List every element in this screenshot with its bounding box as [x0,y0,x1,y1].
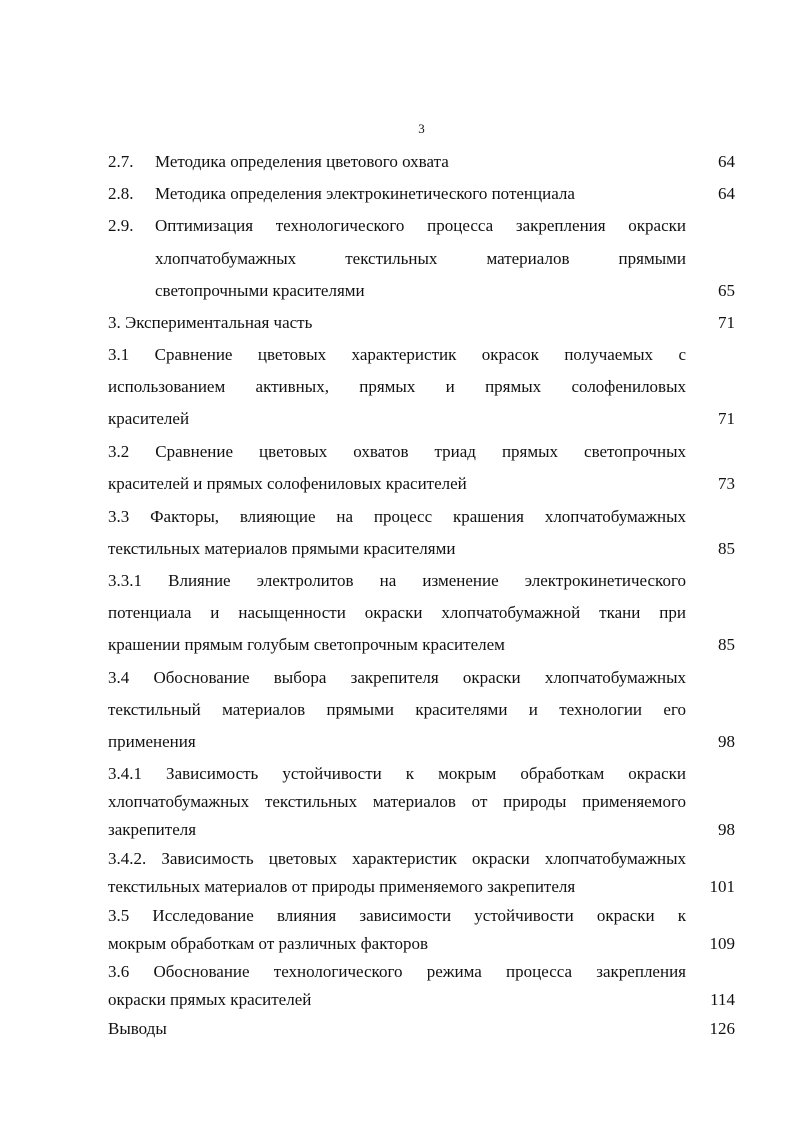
section-number: 2.8. [108,184,134,203]
section-number: 2.9. [108,216,134,235]
toc-line: 3. Экспериментальная часть [108,313,313,332]
page-ref: 73 [718,474,735,493]
page-ref: 126 [709,1019,735,1038]
section-number: 2.7. [108,152,134,171]
toc-line: использованием активных, прямых и прямых солофениловых [108,377,686,396]
toc-line: 3.6 Обоснование технологического режима процесса закрепления [108,962,686,981]
page-ref: 114 [710,990,735,1009]
page-ref: 98 [718,820,735,839]
toc-line: 3.4.1 Зависимость устойчивости к мокрым обработкам окраски [108,764,686,783]
page-number: 3 [418,121,425,136]
page-ref: 85 [718,539,735,558]
toc-line: 3.3.1 Влияние электролитов на изменение электрокинетического [108,571,686,590]
toc-line: красителей и прямых солофениловых красителей [108,474,467,493]
toc-line: применения [108,732,196,751]
toc-line: мокрым обработкам от различных факторов [108,934,428,953]
toc-line: 3.3 Факторы, влияющие на процесс крашения хлопчатобумажных [108,507,686,526]
page-ref: 98 [718,732,735,751]
section-title-cont: светопрочными красителями [155,281,365,300]
toc-line: 3.4 Обоснование выбора закрепителя окраски хлопчатобумажных [108,668,686,687]
section-title: Методика определения цветового охвата [155,152,449,171]
section-title: Методика определения электрокинетического потенциала [155,184,575,203]
page-ref: 71 [718,313,735,332]
page-ref: 85 [718,635,735,654]
toc-line: крашении прямым голубым светопрочным красителем [108,635,505,654]
toc-line: текстильный материалов прямыми красителями и технологии его [108,700,686,719]
toc-line: текстильных материалов прямыми красителями [108,539,456,558]
toc-line: красителей [108,409,190,428]
toc-line: 3.2 Сравнение цветовых охватов триад прямых светопрочных [108,442,686,461]
toc-line: закрепителя [108,820,197,839]
section-title-cont: хлопчатобумажных текстильных материалов прямыми [155,249,686,268]
page-ref: 64 [718,152,735,171]
toc-line: 3.5 Исследование влияния зависимости устойчивости окраски к [108,906,686,925]
toc-line: 3.4.2. Зависимость цветовых характеристик окраски хлопчатобумажных [108,849,686,868]
toc-line: потенциала и насыщенности окраски хлопчатобумажной ткани при [108,603,686,622]
toc-line: Выводы [108,1019,167,1038]
toc-line: окраски прямых красителей [108,990,312,1009]
toc-line: 3.1 Сравнение цветовых характеристик окрасок получаемых с [108,345,686,364]
page-ref: 64 [718,184,735,203]
section-title: Оптимизация технологического процесса закрепления окраски [155,216,686,235]
page-ref: 101 [709,877,735,896]
page-ref: 109 [709,934,735,953]
page-ref: 65 [718,281,735,300]
page-ref: 71 [718,409,735,428]
toc-line: текстильных материалов от природы применяемого закрепителя [108,877,576,896]
toc-line: хлопчатобумажных текстильных материалов от природы применяемого [108,792,686,811]
